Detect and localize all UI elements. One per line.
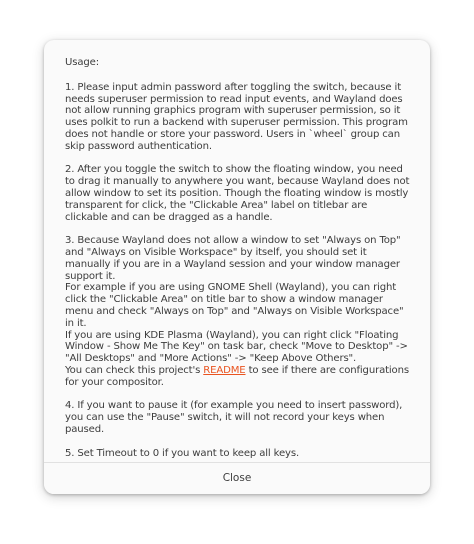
dialog-button-bar bbox=[44, 462, 430, 494]
usage-heading: Usage: bbox=[65, 57, 99, 68]
usage-paragraph-3-always-on-top: 3. Because Wayland does not allow a window to set "Always on Top" and "Always on Visible Workspace" by itself, you should set it manually if you are in a Wayland session and your window manager support it. bbox=[65, 235, 401, 282]
usage-paragraph-3 bbox=[65, 235, 411, 388]
usage-text-area bbox=[65, 57, 411, 461]
usage-paragraph-3-gnome: For example if you are using GNOME Shell (Wayland), you can right click the "Clickable Area" on title bar to show a window manager menu and check "Always on Top" and "Always on Visible Workspace" in it. bbox=[65, 282, 404, 329]
usage-paragraph-1: 1. Please input admin password after toggling the switch, because it needs superuser permission to read input events, and Wayland does not allow running graphics program with superuser permission, so it uses polkit to run a backend with superuser permission. This program does not handle or store your password. Users in `wheel` group can skip password authentication. bbox=[65, 81, 408, 152]
readme-prefix: You can check this project's bbox=[65, 364, 204, 376]
readme-link[interactable]: README bbox=[203, 364, 246, 376]
usage-paragraph-2: 2. After you toggle the switch to show the floating window, you need to drag it manually to anywhere you want, because Wayland does not allow window to set its position. Though the floating window is mostly transparent for click, the "Clickable Area" label on titlebar are clickable and can be dragged as a handle. bbox=[65, 164, 410, 223]
close-button[interactable]: Close bbox=[44, 463, 430, 494]
readme-suffix: to see if there are configurations for your compositor. bbox=[65, 364, 409, 388]
usage-paragraph-5: 5. Set Timeout to 0 if you want to keep all keys. bbox=[65, 447, 300, 459]
usage-paragraph-4: 4. If you want to pause it (for example you need to insert password), you can use the "Pause" switch, it will not record your keys when paused. bbox=[65, 400, 403, 435]
usage-paragraph-3-kde: If you are using KDE Plasma (Wayland), you can right click "Floating Window - Show Me The Key" on task bar, check "Move to Desktop" -> "All Desktops" and "More Actions" -> "Keep Above Others". bbox=[65, 329, 408, 365]
usage-dialog bbox=[44, 40, 430, 494]
